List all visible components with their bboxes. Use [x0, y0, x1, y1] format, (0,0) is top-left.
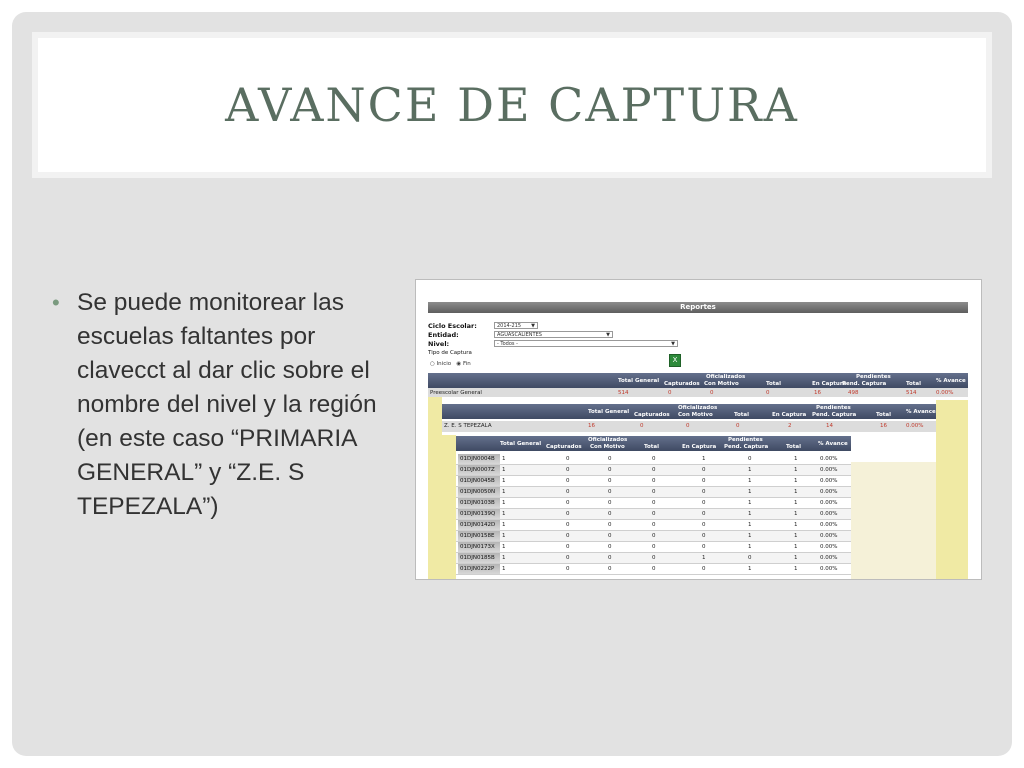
table-row[interactable] — [456, 498, 851, 509]
school-cell-mot: 0 — [608, 467, 612, 473]
school-cell-tot: 0 — [652, 533, 656, 539]
col-pend-captura: Pend. Captura — [812, 412, 857, 418]
table-row[interactable] — [456, 553, 851, 564]
school-cell-tg: 1 — [502, 533, 506, 539]
col-con-motivo: Con Motivo — [590, 444, 625, 450]
yellow-column-left — [428, 376, 442, 579]
school-cell-clave: 01DJN0222P — [458, 564, 500, 574]
region-row-tepezala[interactable] — [442, 421, 936, 432]
school-cell-mot: 0 — [608, 555, 612, 561]
col-pendientes: Pendientes — [816, 405, 851, 411]
ciclo-select-value: 2014-215 — [497, 323, 522, 329]
table-row[interactable] — [456, 465, 851, 476]
school-cell-clave: 01DJN0004B — [458, 454, 500, 464]
col-con-motivo: Con Motivo — [704, 381, 739, 387]
region-avance: 0.00% — [906, 423, 924, 429]
school-cell-ptot: 1 — [794, 456, 798, 462]
radio-inicio-label: Inicio — [436, 361, 452, 367]
col-capturados: Capturados — [664, 381, 700, 387]
col-oficializados: Oficializados — [588, 437, 628, 443]
school-table-header — [456, 436, 851, 451]
school-cell-enc: 1 — [702, 456, 706, 462]
school-cell-ptot: 1 — [794, 489, 798, 495]
radio-fin[interactable]: ◉ — [456, 361, 462, 367]
ciclo-label: Ciclo Escolar: — [428, 322, 477, 330]
col-capturados: Capturados — [634, 412, 670, 418]
table-row[interactable] — [456, 454, 851, 465]
school-cell-tot: 0 — [652, 500, 656, 506]
title-box — [32, 32, 992, 178]
level-table-header — [428, 373, 968, 388]
school-cell-tot: 0 — [652, 489, 656, 495]
school-cell-enc: 0 — [702, 566, 706, 572]
level-name[interactable]: Preescolar General — [430, 390, 482, 396]
radio-inicio[interactable]: ○ — [430, 361, 435, 367]
excel-export-icon[interactable]: X — [669, 354, 681, 367]
school-cell-cap: 0 — [566, 467, 570, 473]
school-cell-mot: 0 — [608, 544, 612, 550]
col-total-general: Total General — [588, 409, 630, 415]
school-cell-ptot: 1 — [794, 500, 798, 506]
school-cell-clave: 01DJN0045B — [458, 476, 500, 486]
bullet-list — [52, 286, 382, 524]
col-en-captura: En Captura — [812, 381, 847, 387]
level-en-captura: 16 — [814, 390, 821, 396]
school-cell-cap: 0 — [566, 544, 570, 550]
school-cell-tot: 0 — [652, 478, 656, 484]
school-cell-clave: 01DJN0007Z — [458, 465, 500, 475]
level-total: 0 — [766, 390, 770, 396]
school-cell-cap: 0 — [566, 533, 570, 539]
school-cell-cap: 0 — [566, 500, 570, 506]
school-cell-enc: 0 — [702, 478, 706, 484]
chevron-down-icon: ▼ — [671, 341, 675, 347]
school-cell-av: 0.00% — [820, 555, 838, 561]
school-cell-ptot: 1 — [794, 555, 798, 561]
col-capturados: Capturados — [546, 444, 582, 450]
school-cell-av: 0.00% — [820, 566, 838, 572]
school-cell-av: 0.00% — [820, 533, 838, 539]
school-cell-cap: 0 — [566, 555, 570, 561]
school-cell-clave: 01DJN0142D — [458, 520, 500, 530]
col-pend-total: Total — [786, 444, 802, 450]
col-pendientes: Pendientes — [856, 374, 891, 380]
school-cell-tg: 1 — [502, 478, 506, 484]
school-cell-tot: 0 — [652, 456, 656, 462]
school-cell-enc: 0 — [702, 544, 706, 550]
col-con-motivo: Con Motivo — [678, 412, 713, 418]
school-cell-ptot: 1 — [794, 467, 798, 473]
bullet-dot-icon: • — [52, 290, 60, 315]
col-avance: % Avance — [936, 378, 966, 384]
region-con-motivo: 0 — [686, 423, 690, 429]
school-cell-clave: 01DJN0139Q — [458, 509, 500, 519]
school-cell-cap: 0 — [566, 478, 570, 484]
school-cell-tg: 1 — [502, 511, 506, 517]
school-cell-enc: 0 — [702, 500, 706, 506]
school-cell-pend: 1 — [748, 511, 752, 517]
tipo-captura-radios — [430, 361, 471, 367]
col-pend-captura: Pend. Captura — [724, 444, 769, 450]
school-cell-ptot: 1 — [794, 522, 798, 528]
school-cell-pend: 1 — [748, 467, 752, 473]
school-cell-mot: 0 — [608, 478, 612, 484]
school-cell-clave: 01DJN0185B — [458, 553, 500, 563]
blank-area — [851, 462, 936, 579]
school-cell-tg: 1 — [502, 555, 506, 561]
chevron-down-icon: ▼ — [606, 332, 610, 338]
col-oficializados: Oficializados — [678, 405, 718, 411]
school-cell-enc: 1 — [702, 555, 706, 561]
col-total-general: Total General — [500, 441, 542, 447]
radio-fin-label: Fin — [462, 361, 471, 367]
region-table-header — [442, 404, 936, 419]
school-cell-pend: 0 — [748, 555, 752, 561]
entidad-select-value: AGUASCALIENTES — [497, 332, 542, 338]
col-avance: % Avance — [818, 441, 848, 447]
region-en-captura: 2 — [788, 423, 792, 429]
col-pend-captura: Pend. Captura — [842, 381, 887, 387]
table-row[interactable] — [456, 509, 851, 520]
table-row[interactable] — [456, 487, 851, 498]
school-cell-pend: 1 — [748, 533, 752, 539]
school-cell-pend: 1 — [748, 522, 752, 528]
slide-title: AVANCE DE CAPTURA — [225, 78, 799, 132]
school-cell-mot: 0 — [608, 522, 612, 528]
school-cell-ptot: 1 — [794, 511, 798, 517]
school-cell-pend: 1 — [748, 489, 752, 495]
school-cell-tg: 1 — [502, 467, 506, 473]
school-cell-tot: 0 — [652, 522, 656, 528]
table-row[interactable] — [456, 520, 851, 531]
col-pend-total: Total — [906, 381, 922, 387]
school-cell-tot: 0 — [652, 511, 656, 517]
school-cell-clave: 01DJN0103B — [458, 498, 500, 508]
school-cell-pend: 1 — [748, 544, 752, 550]
school-cell-cap: 0 — [566, 566, 570, 572]
school-cell-mot: 0 — [608, 489, 612, 495]
school-cell-cap: 0 — [566, 489, 570, 495]
level-pend-total: 514 — [906, 390, 917, 396]
ciclo-select[interactable] — [494, 322, 538, 329]
school-cell-av: 0.00% — [820, 467, 838, 473]
entidad-select[interactable] — [494, 331, 613, 338]
level-total-general: 514 — [618, 390, 629, 396]
col-total: Total — [644, 444, 660, 450]
report-screenshot — [415, 279, 982, 580]
school-cell-av: 0.00% — [820, 544, 838, 550]
school-cell-av: 0.00% — [820, 500, 838, 506]
school-cell-ptot: 1 — [794, 533, 798, 539]
level-row-preescolar[interactable] — [428, 388, 968, 397]
col-pendientes: Pendientes — [728, 437, 763, 443]
table-row[interactable] — [456, 564, 851, 575]
school-cell-enc: 0 — [702, 489, 706, 495]
level-pend-captura: 498 — [848, 390, 859, 396]
yellow-column-right — [936, 400, 968, 579]
level-con-motivo: 0 — [710, 390, 714, 396]
bullet-text: Se puede monitorear las escuelas faltantes por clavecct al dar clic sobre el nombre del nivel y la región (en este caso “PRIMARIA GENERAL” y “Z.E. S TEPEZALA”) — [77, 289, 377, 520]
school-cell-enc: 0 — [702, 467, 706, 473]
region-total-general: 16 — [588, 423, 595, 429]
school-cell-pend: 1 — [748, 566, 752, 572]
chevron-down-icon: ▼ — [531, 323, 535, 329]
school-cell-mot: 0 — [608, 566, 612, 572]
yellow-column-left-2 — [442, 435, 456, 579]
school-cell-enc: 0 — [702, 533, 706, 539]
school-cell-mot: 0 — [608, 511, 612, 517]
region-capturados: 0 — [640, 423, 644, 429]
school-cell-clave: 01DJN0050N — [458, 487, 500, 497]
region-pend-captura: 14 — [826, 423, 833, 429]
school-cell-ptot: 1 — [794, 478, 798, 484]
school-cell-enc: 0 — [702, 522, 706, 528]
tipo-captura-label: Tipo de Captura — [428, 350, 472, 356]
school-cell-tot: 0 — [652, 555, 656, 561]
nivel-select-value: - Todos - — [497, 341, 518, 347]
region-pend-total: 16 — [880, 423, 887, 429]
nivel-label: Nivel: — [428, 340, 450, 348]
school-cell-tg: 1 — [502, 500, 506, 506]
level-capturados: 0 — [668, 390, 672, 396]
school-cell-av: 0.00% — [820, 522, 838, 528]
school-cell-ptot: 1 — [794, 566, 798, 572]
school-cell-pend: 0 — [748, 456, 752, 462]
col-avance: % Avance — [906, 409, 936, 415]
school-cell-tg: 1 — [502, 456, 506, 462]
school-cell-av: 0.00% — [820, 511, 838, 517]
table-row[interactable] — [456, 542, 851, 553]
school-cell-cap: 0 — [566, 456, 570, 462]
school-cell-mot: 0 — [608, 456, 612, 462]
school-cell-tot: 0 — [652, 544, 656, 550]
table-row[interactable] — [456, 531, 851, 542]
col-en-captura: En Captura — [772, 412, 807, 418]
school-cell-pend: 1 — [748, 478, 752, 484]
school-cell-av: 0.00% — [820, 456, 838, 462]
school-cell-av: 0.00% — [820, 489, 838, 495]
col-pend-total: Total — [876, 412, 892, 418]
school-cell-av: 0.00% — [820, 478, 838, 484]
school-cell-mot: 0 — [608, 533, 612, 539]
school-cell-tot: 0 — [652, 566, 656, 572]
school-cell-clave: 01DJN0173X — [458, 542, 500, 552]
school-cell-ptot: 1 — [794, 544, 798, 550]
col-total: Total — [734, 412, 750, 418]
nivel-select[interactable] — [494, 340, 678, 347]
school-cell-cap: 0 — [566, 522, 570, 528]
region-name[interactable]: Z. E. S TEPEZALA — [444, 423, 492, 429]
school-cell-clave: 01DJN0158E — [458, 531, 500, 541]
col-total: Total — [766, 381, 782, 387]
col-total-general: Total General — [618, 378, 660, 384]
region-total: 0 — [736, 423, 740, 429]
school-cell-mot: 0 — [608, 500, 612, 506]
school-cell-tg: 1 — [502, 489, 506, 495]
school-cell-tg: 1 — [502, 522, 506, 528]
school-cell-tg: 1 — [502, 544, 506, 550]
level-avance: 0.00% — [936, 390, 954, 396]
entidad-label: Entidad: — [428, 331, 459, 339]
school-cell-pend: 1 — [748, 500, 752, 506]
school-cell-enc: 0 — [702, 511, 706, 517]
col-oficializados: Oficializados — [706, 374, 746, 380]
reports-header: Reportes — [428, 302, 968, 313]
table-row[interactable] — [456, 476, 851, 487]
school-cell-tg: 1 — [502, 566, 506, 572]
col-en-captura: En Captura — [682, 444, 717, 450]
school-cell-cap: 0 — [566, 511, 570, 517]
school-cell-tot: 0 — [652, 467, 656, 473]
